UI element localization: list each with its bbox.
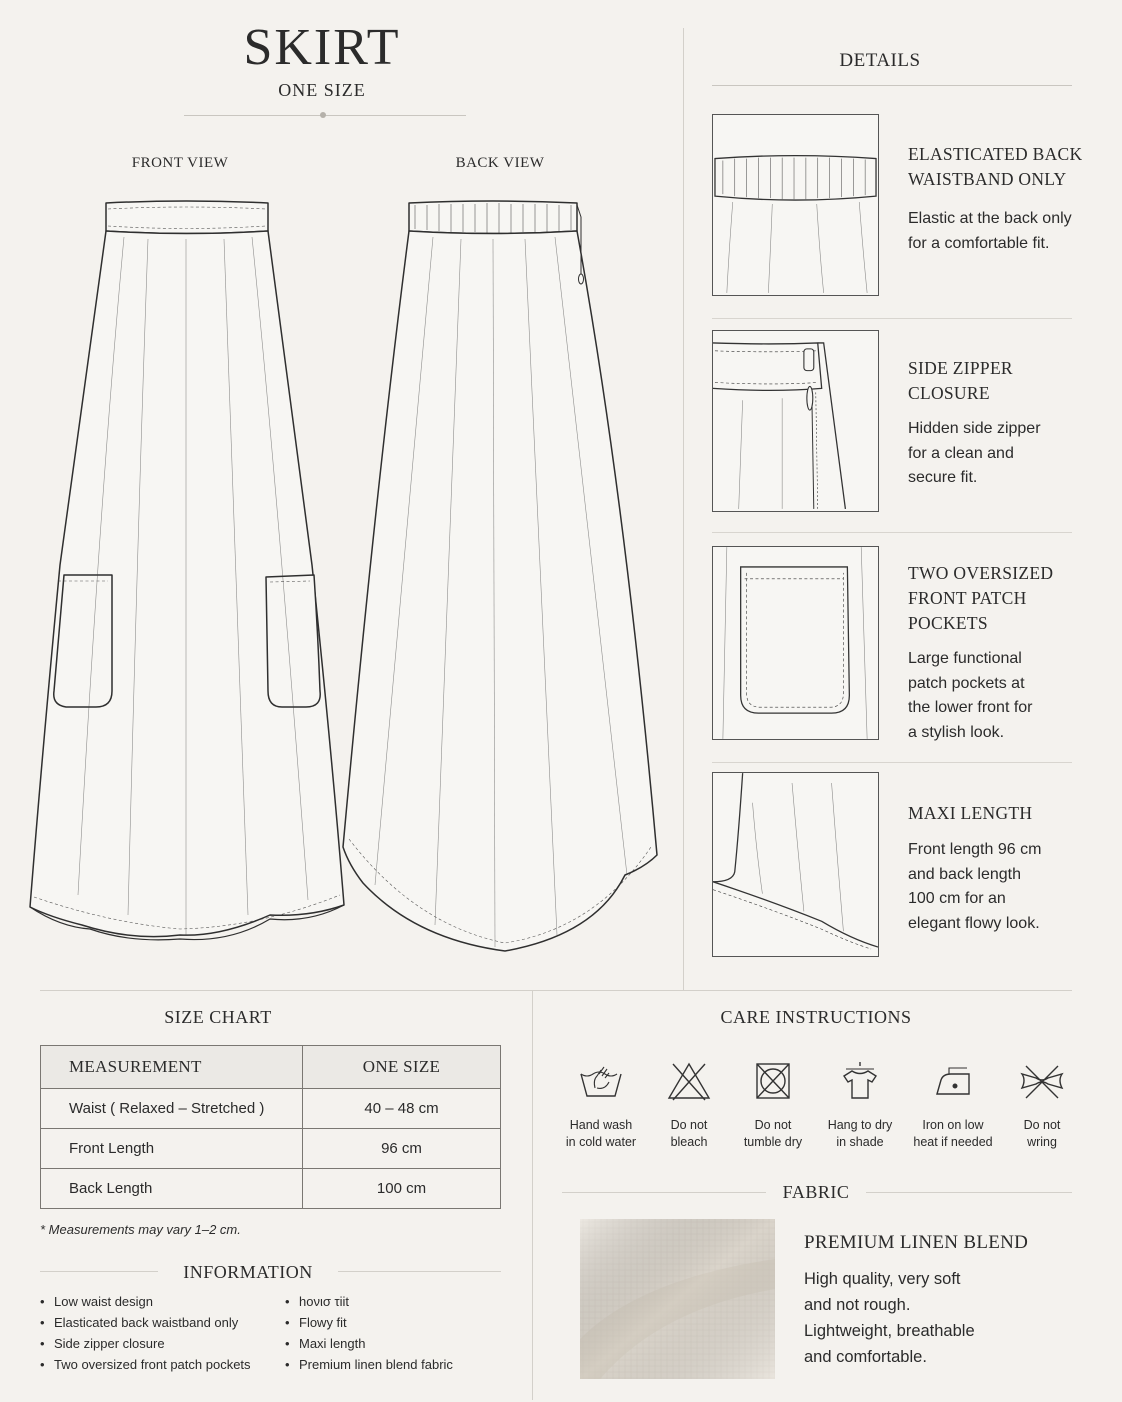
list-item: • hoνισ τiit [285, 1291, 453, 1312]
front-view-sketch [20, 195, 360, 955]
details-divider [712, 85, 1072, 86]
list-item: • Maxi length [285, 1333, 453, 1354]
front-view-label: FRONT VIEW [131, 155, 229, 171]
list-item: • Flowy fit [285, 1312, 453, 1333]
detail-description: Elastic at the back only for a comfortable fit. [908, 210, 1072, 252]
list-item: • Premium linen blend fabric [285, 1354, 453, 1375]
care-item: Hand wash in cold water [556, 1060, 646, 1151]
page-title: SKIRT [243, 19, 401, 76]
detail-description: Front length 96 cm and back length 100 cm for an elegant flowy look. [908, 841, 1042, 932]
detail-divider [712, 762, 1072, 763]
column-header: ONE SIZE [303, 1046, 501, 1089]
vertical-divider [683, 28, 684, 990]
fabric-name: PREMIUM LINEN BLEND [804, 1232, 1029, 1253]
title-divider-dot [320, 112, 326, 118]
table-cell: 96 cm [303, 1129, 501, 1169]
detail-heading: ELASTICATED BACK WAISTBAND ONLY [908, 144, 1083, 189]
list-item: • Side zipper closure [40, 1333, 251, 1354]
care-item: Iron on low heat if needed [908, 1060, 998, 1151]
column-header: MEASUREMENT [41, 1046, 303, 1089]
table-cell: Front Length [41, 1129, 303, 1169]
table-cell: 40 – 48 cm [303, 1089, 501, 1129]
table-header-row [41, 1046, 501, 1089]
table-cell: Back Length [41, 1169, 303, 1209]
details-title: DETAILS [839, 50, 921, 71]
fabric-divider [866, 1192, 1072, 1193]
size-chart-title: SIZE CHART [164, 1007, 272, 1027]
info-divider [40, 1271, 158, 1272]
care-item: Hang to dry in shade [815, 1060, 905, 1151]
back-view-sketch [335, 195, 665, 955]
iron-low-icon [929, 1060, 977, 1104]
care-item: Do not bleach [644, 1060, 734, 1151]
list-item: • Low waist design [40, 1291, 251, 1312]
side-zipper-closeup [712, 330, 879, 512]
care-item: Do not wring [997, 1060, 1087, 1151]
size-note: * Measurements may vary 1–2 cm. [40, 1222, 241, 1237]
care-item: Do not tumble dry [728, 1060, 818, 1151]
hem-closeup [712, 772, 879, 957]
no-tumble-dry-icon [749, 1060, 797, 1104]
care-instructions-title: CARE INSTRUCTIONS [720, 1007, 912, 1027]
information-title: INFORMATION [183, 1262, 313, 1282]
info-divider [338, 1271, 501, 1272]
fabric-divider [562, 1192, 766, 1193]
no-bleach-icon [665, 1060, 713, 1104]
back-view-label: BACK VIEW [455, 155, 545, 171]
list-item: • Elasticated back waistband only [40, 1312, 251, 1333]
detail-description: Large functional patch pockets at the lower front for a stylish look. [908, 650, 1033, 741]
detail-divider [712, 318, 1072, 319]
information-list-right [285, 1291, 453, 1375]
patch-pocket-closeup [712, 546, 879, 740]
list-item: • Two oversized front patch pockets [40, 1354, 251, 1375]
no-wring-icon [1018, 1060, 1066, 1104]
detail-divider [712, 532, 1072, 533]
vertical-divider [532, 990, 533, 1400]
fabric-description: High quality, very soft and not rough. Lightweight, breathable and comfortable. [804, 1270, 975, 1366]
information-list-left [40, 1291, 251, 1375]
hang-dry-icon [836, 1060, 884, 1104]
table-row [41, 1129, 501, 1169]
elastic-waistband-closeup [712, 114, 879, 296]
detail-heading: MAXI LENGTH [908, 803, 1033, 823]
detail-heading: SIDE ZIPPER CLOSURE [908, 358, 1013, 403]
table-row [41, 1169, 501, 1209]
size-subtitle: ONE SIZE [278, 80, 366, 100]
table-cell: Waist ( Relaxed – Stretched ) [41, 1089, 303, 1129]
section-divider [40, 990, 1072, 991]
fabric-swatch [580, 1219, 775, 1379]
detail-heading: TWO OVERSIZED FRONT PATCH POCKETS [908, 563, 1054, 633]
detail-description: Hidden side zipper for a clean and secure fit. [908, 420, 1041, 486]
hand-wash-icon [577, 1060, 625, 1104]
size-chart-table [40, 1045, 501, 1209]
table-row [41, 1089, 501, 1129]
table-cell: 100 cm [303, 1169, 501, 1209]
fabric-title: FABRIC [782, 1182, 850, 1202]
